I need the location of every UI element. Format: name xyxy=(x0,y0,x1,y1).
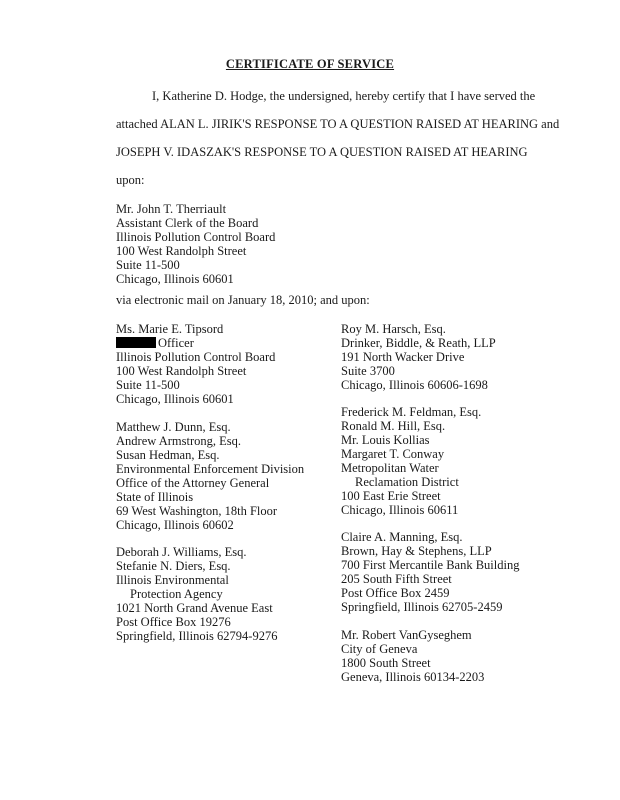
primary-recipient-address: Mr. John T. Therriault Assistant Clerk of the Board Illinois Pollution Control Board 100 West Randolph Street Suite 11-500 Chicago, Illinois 60601 xyxy=(116,202,276,286)
intro-line-1: I, Katherine D. Hodge, the undersigned, hereby certify that I have served the xyxy=(152,89,536,103)
address-tipsord: Ms. Marie E. Tipsord Officer Illinois Pollution Control Board 100 West Randolph Street Suite 11-500 Chicago, Illinois 60601 xyxy=(116,322,276,406)
service-method-line: via electronic mail on January 18, 2010; and upon: xyxy=(116,293,370,307)
upon-label: upon: xyxy=(116,173,145,187)
address-vangyseghem: Mr. Robert VanGyseghem City of Geneva 1800 South Street Geneva, Illinois 60134-2203 xyxy=(341,628,485,684)
address-williams: Deborah J. Williams, Esq. Stefanie N. Diers, Esq. Illinois Environmental Protection Agency 1021 North Grand Avenue East Post Office Box 19276 Springfield, Illinois 62794-9276 xyxy=(116,545,278,643)
intro-line-2: attached ALAN L. JIRIK'S RESPONSE TO A QUESTION RAISED AT HEARING and xyxy=(116,117,560,131)
certificate-title: CERTIFICATE OF SERVICE xyxy=(225,57,395,71)
address-feldman: Frederick M. Feldman, Esq. Ronald M. Hill, Esq. Mr. Louis Kollias Margaret T. Conway Metropolitan Water Reclamation District 100 East Erie Street Chicago, Illinois 60611 xyxy=(341,405,482,517)
redaction-box xyxy=(116,337,156,348)
hearing-officer-line: Officer xyxy=(116,336,275,350)
address-harsch: Roy M. Harsch, Esq. Drinker, Biddle, & Reath, LLP 191 North Wacker Drive Suite 3700 Chicago, Illinois 60606-1698 xyxy=(341,322,496,392)
address-manning: Claire A. Manning, Esq. Brown, Hay & Stephens, LLP 700 First Mercantile Bank Building 205 South Fifth Street Post Office Box 2459 Springfield, Illinois 62705-2459 xyxy=(341,530,520,614)
intro-line-3: JOSEPH V. IDASZAK'S RESPONSE TO A QUESTION RAISED AT HEARING xyxy=(116,145,528,159)
address-dunn: Matthew J. Dunn, Esq. Andrew Armstrong, Esq. Susan Hedman, Esq. Environmental Enforcement Division Office of the Attorney General State of Illinois 69 West Washington, 18th Floor Chicago, Illinois 60602 xyxy=(116,420,305,532)
